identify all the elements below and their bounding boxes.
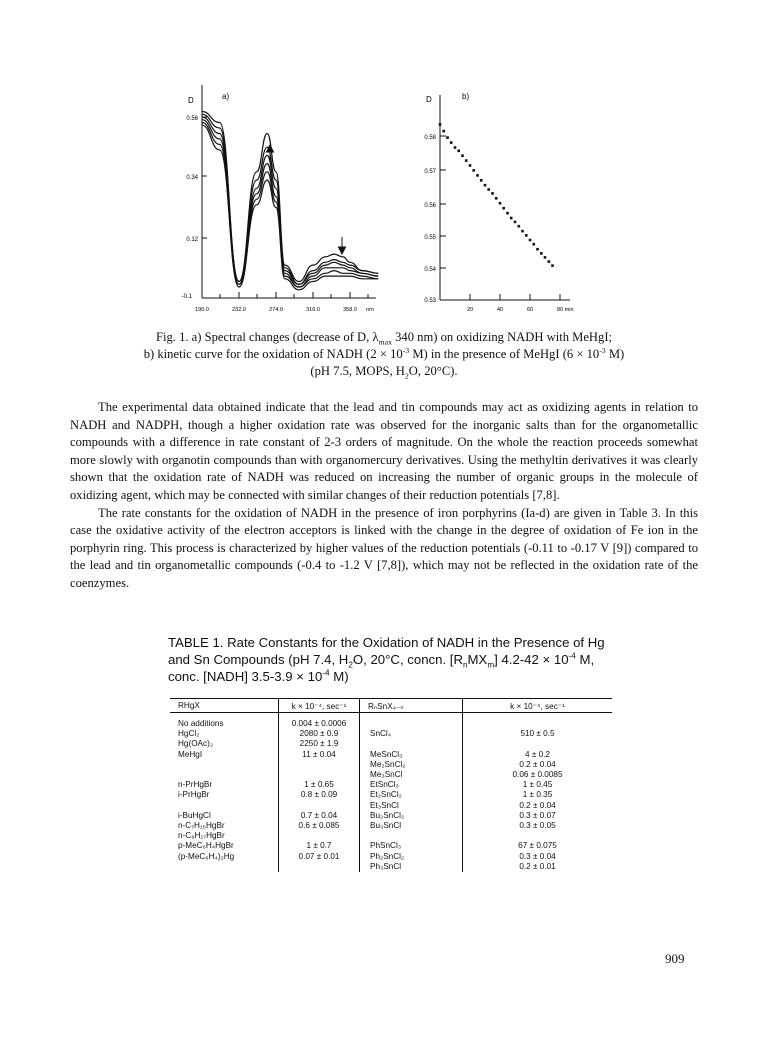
body-text: [70, 399, 698, 593]
kinetic-point: [548, 260, 551, 263]
figure-a-y-label: D: [188, 96, 194, 105]
kinetic-point: [536, 248, 539, 251]
table-cell: [170, 770, 279, 780]
table-cell: MeHgI: [178, 749, 203, 759]
figure-b-points: [439, 123, 554, 267]
kinetic-point: [465, 159, 468, 162]
table-row: [170, 831, 612, 841]
kinetic-point: [514, 221, 517, 224]
caption-line: (pH 7.5, MOPS, $H_2O$, 20°C).: [310, 364, 458, 381]
table-cell: Et₃SnCl: [360, 801, 463, 811]
figure-a-y-tick: 0.34: [186, 175, 198, 181]
kinetic-point: [495, 197, 498, 200]
figure-a-y-tick: 0.56: [186, 116, 198, 122]
table-cell: HgCl₂: [178, 729, 200, 739]
kinetic-point: [510, 217, 513, 220]
kinetic-point: [457, 150, 460, 153]
table-cell: 0.3 ± 0.05: [463, 821, 613, 831]
kinetic-point: [461, 154, 464, 157]
figure-a-panel-label: a): [222, 92, 230, 101]
figure-a-x-unit: nm: [366, 307, 374, 313]
table-row: [170, 770, 612, 780]
table-row: [170, 719, 612, 729]
figure-b-y-tick: 0.56: [424, 203, 436, 209]
figure-b-y-tick: 0.58: [424, 135, 436, 141]
kinetic-point: [491, 192, 494, 195]
table-cell: [360, 719, 463, 729]
figure-a-y-tick: 0.12: [186, 237, 198, 243]
figure-b-x-tick: 40: [496, 307, 504, 313]
kinetic-point: [551, 264, 554, 267]
table-cell: 0.2 ± 0.01: [463, 862, 613, 872]
table-cell: EtSnCl₃: [360, 780, 463, 790]
kinetic-point: [454, 146, 457, 149]
table-row: [170, 801, 612, 811]
table-header-row: [170, 699, 612, 713]
table-cell: 1 ± 0.65: [279, 780, 360, 790]
table-cell: 11 ± 0.04: [279, 750, 360, 760]
kinetic-point: [480, 179, 483, 182]
column-header: RHgX: [170, 699, 279, 713]
figure-b-y-label: D: [426, 95, 432, 104]
table-cell: [279, 801, 360, 811]
table-row: [170, 811, 612, 821]
table-cell: n-C₇H₁₅HgBr: [178, 821, 225, 831]
kinetic-point: [540, 252, 543, 255]
figure-a-curves: [202, 112, 378, 290]
figure-b-y-tick: 0.57: [424, 169, 436, 175]
rate-constants-table: [170, 698, 612, 872]
table-cell: [279, 862, 360, 872]
kinetic-point: [487, 188, 490, 191]
table-row: [170, 780, 612, 790]
kinetic-point: [499, 202, 502, 205]
kinetic-point: [525, 234, 528, 237]
figure-b-y-tick: 0.53: [424, 298, 436, 304]
figure-b: [440, 95, 570, 300]
kinetic-point: [506, 212, 509, 215]
table-row: [170, 862, 612, 872]
figure-b-panel-label: b): [462, 92, 470, 101]
column-header: k × 10⁻⁴, sec⁻¹: [279, 699, 360, 713]
table-cell: 0.6 ± 0.085: [279, 821, 360, 831]
figure-a-x-tick: 316.0: [306, 307, 320, 313]
table-cell: i-PrHgBr: [178, 790, 210, 800]
table-row: [170, 729, 612, 739]
table-cell: n-PrHgBr: [178, 780, 213, 790]
table-row: [170, 852, 612, 862]
kinetic-point: [529, 239, 532, 242]
table-row: [170, 739, 612, 749]
kinetic-point: [518, 225, 521, 228]
table-title: TABLE 1. Rate Constants for the Oxidation of NADH in the Presence of Hg and Sn Compounds (pH 7.4, $H_2O$, 20°C, concn. $[R_nMX_m] 4.2-42 \times 10^{-4}$ M, conc. [NADH] $3.5-3.9 \times 10^{-4}$ M): [168, 635, 605, 684]
table-cell: [463, 739, 613, 749]
kinetic-point: [472, 169, 475, 172]
table-cell: [360, 739, 463, 749]
table-row: [170, 790, 612, 800]
table-cell: (p-MeC₆H₄)₂Hg: [178, 851, 235, 861]
figure-a-x-tick: 190.0: [195, 307, 209, 313]
figure-1: [0, 0, 768, 330]
table-cell: 0.8 ± 0.09: [279, 790, 360, 800]
table-cell: p-MeC₆H₄HgBr: [178, 841, 234, 851]
table-cell: MeSnCl₃: [360, 750, 463, 760]
table-cell: No additions: [178, 719, 224, 728]
table-cell: 510 ± 0.5: [463, 729, 613, 739]
column-header: k × 10⁻⁴, sec⁻¹: [463, 699, 613, 713]
figure-caption: [70, 329, 698, 380]
table-cell: [170, 801, 279, 811]
table-cell: 0.2 ± 0.04: [463, 801, 613, 811]
caption-line: Fig. 1. a) Spectral changes (decrease of D, $\lambda_{max}$ 340 nm) on oxidizing NADH with MeHgI;: [155, 330, 613, 347]
kinetic-point: [469, 164, 472, 167]
table-cell: [279, 760, 360, 770]
table-cell: i-BuHgCl: [178, 810, 211, 820]
table-cell: Me₂SnCl₂: [360, 760, 463, 770]
figure-b-y-tick: 0.55: [424, 235, 436, 241]
paragraph: The experimental data obtained indicate that the lead and tin compounds may act as oxidizing agents in relation to NADH and NADPH, though a higher oxidation rate was observed for the inorganic salts than for the organometallic compounds with a difference in rate constant of 2-3 orders of magnitude. On the whole the reaction proceeds somewhat more slowly with organotin compounds than with organomercury derivatives. Using the methyltin derivatives it was clearly shown that the oxidation rate of NADH was reduced on increasing the number of organic groups in the molecule of oxidizing agent, which may be connected with similar changes of their reduction potentials [7,8].: [70, 400, 698, 502]
figure-a-x-tick: 232.0: [232, 307, 246, 313]
kinetic-point: [544, 256, 547, 259]
kinetic-point: [450, 141, 453, 144]
kinetic-point: [521, 230, 524, 233]
table-cell: 0.3 ± 0.04: [463, 852, 613, 862]
table-cell: 0.004 ± 0.0006: [279, 719, 360, 729]
table-cell: Me₃SnCl: [360, 770, 463, 780]
table-cell: 0.3 ± 0.07: [463, 811, 613, 821]
table-cell: 1 ± 0.45: [463, 780, 613, 790]
table-cell: 0.06 ± 0.0085: [463, 770, 613, 780]
table-cell: 0.2 ± 0.04: [463, 760, 613, 770]
table-cell: 1 ± 0.35: [463, 790, 613, 800]
table-cell: Ph₂SnCl₂: [360, 852, 463, 862]
table-cell: Bu₃SnCl: [360, 821, 463, 831]
table-cell: 2250 ± 1.9: [279, 739, 360, 749]
table-cell: [463, 831, 613, 841]
figure-b-y-tick: 0.54: [424, 267, 436, 273]
kinetic-point: [502, 207, 505, 210]
table-cell: [170, 862, 279, 872]
table-cell: 67 ± 0.075: [463, 841, 613, 851]
figure-b-x-tick: 80 min: [557, 307, 574, 313]
table-cell: [463, 719, 613, 729]
kinetic-point: [533, 243, 536, 246]
table-cell: [279, 831, 360, 841]
table-cell: [360, 831, 463, 841]
figure-b-x-tick: 20: [466, 307, 474, 313]
table-cell: 0.7 ± 0.04: [279, 811, 360, 821]
caption-line: b) kinetic curve for the oxidation of NADH ($2 \times 10^{-3}$ M) in the presence of MeHgI ($6 \times 10^{-3}$ M): [143, 345, 625, 361]
kinetic-point: [442, 130, 445, 133]
table-cell: 2080 ± 0.9: [279, 729, 360, 739]
table-row: [170, 821, 612, 831]
table-cell: SnCl₄: [360, 729, 463, 739]
table-cell: PhSnCl₃: [360, 841, 463, 851]
table-row: [170, 750, 612, 760]
table-cell: 0.07 ± 0.01: [279, 852, 360, 862]
page-number: 909: [665, 951, 685, 966]
table-cell: [279, 770, 360, 780]
kinetic-point: [476, 174, 479, 177]
table-cell: Ph₃SnCl: [360, 862, 463, 872]
table-cell: Et₂SnCl₂: [360, 790, 463, 800]
paragraph: The rate constants for the oxidation of NADH in the presence of iron porphyrins (Ia-d) are given in Table 3. In this case the oxidative activity of the electron acceptors is linked with the change in the degree of oxidation of Fe ion in the porphyrin ring. This process is characterized by higher values of the reduction potentials (-0.11 to -0.17 V [9]) compared to the lead and tin organometallic compounds (-0.4 to -1.2 V [7,8]), which may not be reflected in the oxidation rate of the coenzymes.: [70, 505, 698, 590]
table-cell: 4 ± 0.2: [463, 750, 613, 760]
figure-a-x-tick: 274.0: [269, 307, 283, 313]
table-cell: 1 ± 0.7: [279, 841, 360, 851]
table-cell: Bu₂SnCl₂: [360, 811, 463, 821]
table-cell: [170, 760, 279, 770]
figure-b-x-tick: 60: [526, 307, 534, 313]
kinetic-point: [446, 136, 449, 139]
table-cell: Hg(OAc)₂: [178, 739, 214, 749]
figure-a-y-tick: -0.1: [181, 294, 192, 300]
kinetic-point: [439, 123, 442, 126]
column-header: RₙSnX₄₋ₙ: [360, 699, 463, 713]
table-cell: n-C₈H₁₇HgBr: [178, 831, 225, 841]
figure-a-x-tick: 358.0: [343, 307, 357, 313]
table-row: [170, 760, 612, 770]
kinetic-point: [484, 184, 487, 187]
table-row: [170, 841, 612, 851]
